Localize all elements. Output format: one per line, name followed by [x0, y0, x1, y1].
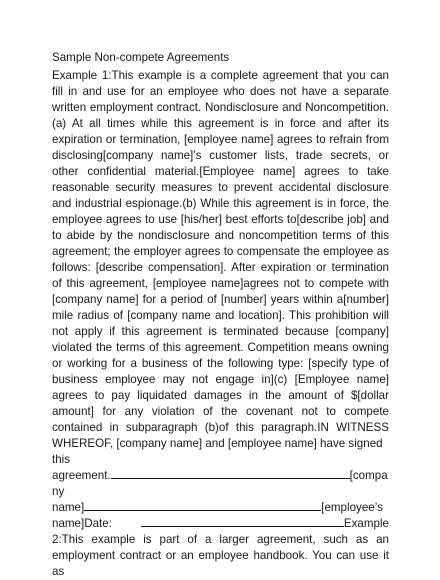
company-name-close-label: name]	[52, 501, 85, 514]
signature-row-company	[52, 500, 389, 516]
signature-row-agreement	[52, 468, 389, 484]
date-signature-line[interactable]	[141, 516, 344, 527]
signature-row-date	[52, 516, 389, 532]
agreement-signature-line[interactable]	[111, 468, 350, 479]
name-date-label: name]Date:	[52, 517, 112, 530]
company-name-label-part1: [compa	[349, 469, 388, 482]
agreement-label: agreement.	[52, 469, 111, 482]
example-2-label: Example	[343, 517, 389, 530]
document-title: Sample Non-compete Agreements	[52, 51, 230, 64]
company-name-label-part2: ny	[52, 485, 65, 498]
example-2-paragraph: 2:This example is part of a larger agreement, such as an employment contract or an employee handbook. You can use it as	[52, 533, 389, 578]
employee-name-label: [employee’s	[321, 501, 383, 514]
this-word: this	[52, 453, 71, 466]
example-1-paragraph: Example 1:This example is a complete agreement that you can fill in and use for an employee who does not have a separate written employment contract. Nondisclosure and Noncompetition. (a) At all times while this agreement is in force and after its expiration or termination, [employee name] agrees to refrain from disclosing[company name]’s customer lists, trade secrets, or other confidential material.[Employee name] agrees to take reasonable security measures to prevent accidental disclosure and industrial espionage.(b) While this agreement is in force, the employee agrees to use [his/her] best efforts to[describe job] and to abide by the nondisclosure and noncompetition terms of this agreement; the employer agrees to compensate the employee as follows: [describe compensation]. After expiration or termination of this agreement, [employee name]agrees not to compete with [company name] for a period of [number] years within a[number] mile radius of [company name and location]. This prohibition will not apply if this agreement is terminated because [company] violated the terms of this agreement. Competition means owning or working for a business of the following type: [specify type of business employee may not engage in](c) [Employee name] agrees to pay liquidated damages in the amount of $[dollar amount] for any violation of the covenant not to compete contained in subparagraph (b)of this paragraph.IN WITNESS WHEREOF, [company name] and [employee name] have signed	[52, 69, 389, 450]
company-signature-line[interactable]	[84, 500, 321, 511]
